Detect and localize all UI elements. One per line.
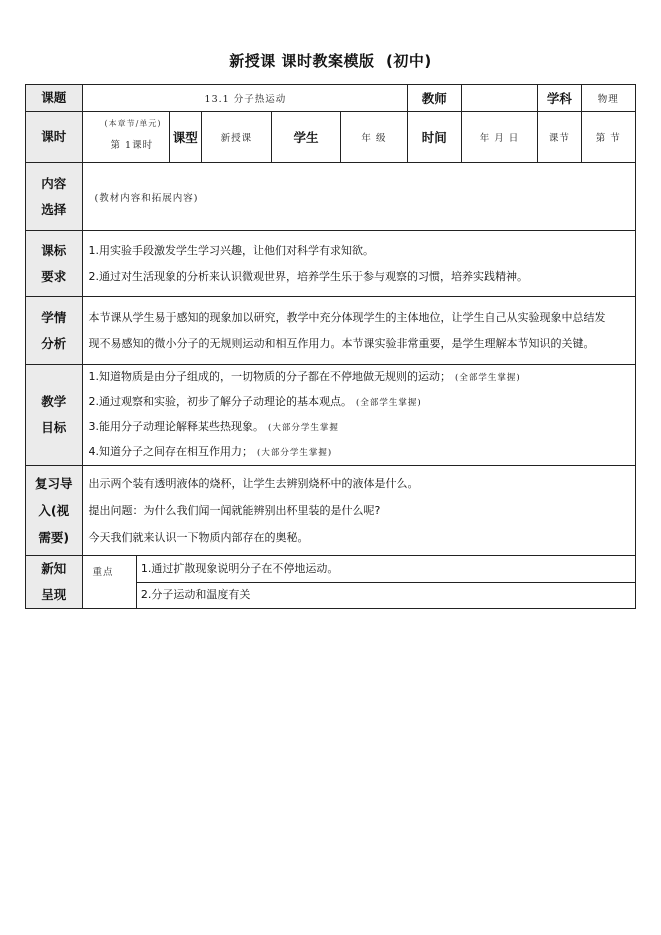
objective-item [89, 390, 635, 415]
content-label-line2: 选择 [41, 201, 67, 217]
lesson-unit-hint: (本章节/单元) [104, 118, 162, 128]
objective-item [89, 440, 635, 465]
standards-label-line2: 要求 [41, 268, 67, 284]
row-analysis [26, 297, 636, 365]
topic-value: 13.1 分子热运动 [82, 85, 407, 112]
objectives-label [26, 365, 83, 466]
analysis-label-line1: 学情 [41, 309, 67, 325]
objectives-label-line2: 目标 [41, 420, 67, 435]
type-value: 新授课 [202, 112, 272, 163]
review-line: 今天我们就来认识一下物质内部存在的奥秘。 [88, 531, 309, 544]
time-label: 时间 [407, 112, 461, 163]
objectives-label-line1: 教学 [41, 394, 67, 409]
row-standards [26, 231, 636, 297]
objective-note: (大部分学生掌握 [268, 423, 339, 433]
standards-body [82, 231, 635, 297]
objective-text: 1.知道物质是由分子组成的，一切物质的分子都在不停地做无规则的运动； [88, 370, 452, 383]
objectives-body [82, 365, 635, 466]
review-label-line1: 复习导 [35, 476, 73, 491]
subject-label: 学科 [538, 85, 581, 112]
analysis-label-line2: 分析 [41, 335, 67, 351]
teacher-label: 教师 [407, 85, 461, 112]
lesson-label: 课时 [26, 112, 83, 163]
period-value: 第 节 [581, 112, 635, 163]
key-point-item: 1.通过扩散现象说明分子在不停地运动。 [136, 556, 635, 583]
standards-item: 1.用实验手段激发学生学习兴趣，让他们对科学有求知欲。 [88, 243, 375, 257]
content-label [26, 163, 83, 231]
review-label-line2: 入(视 [38, 503, 70, 518]
period-label: 课节 [538, 112, 581, 163]
review-label [26, 466, 83, 556]
subject-value: 物理 [581, 85, 635, 112]
row-content [26, 163, 636, 231]
row-topic [26, 85, 636, 112]
new-knowledge-label-line2: 呈现 [41, 587, 67, 602]
review-line: 提出问题：为什么我们闻一闻就能辨别出杯里装的是什么呢? [88, 504, 381, 517]
objective-note: (大部分学生掌握) [257, 448, 333, 458]
standards-label-line1: 课标 [41, 242, 67, 258]
objective-note: (全部学生掌握) [356, 398, 422, 408]
row-review [26, 466, 636, 556]
standards-label [26, 231, 83, 297]
review-label-line3: 需要) [38, 530, 70, 545]
new-knowledge-label-line1: 新知 [41, 561, 67, 576]
teacher-value [461, 85, 537, 112]
row-objectives [26, 365, 636, 466]
objective-note: (全部学生掌握) [455, 373, 521, 383]
analysis-line: 现不易感知的微小分子的无规则运动和相互作用力。本节课实验非常重要，是学生理解本节知识的关键。 [88, 336, 595, 350]
analysis-line: 本节课从学生易于感知的现象加以研究，教学中充分体现学生的主体地位，让学生自己从实验现象中总结发 [88, 310, 606, 324]
new-knowledge-label [26, 556, 83, 609]
lesson-cell [82, 112, 169, 163]
time-value: 年 月 日 [461, 112, 537, 163]
topic-label: 课题 [26, 85, 83, 112]
analysis-body [82, 297, 635, 365]
lesson-plan-table [25, 84, 636, 609]
review-body [82, 466, 635, 556]
row-lesson [26, 112, 636, 163]
objective-item [89, 365, 635, 390]
key-point-label: 重点 [82, 556, 136, 609]
student-value: 年 级 [341, 112, 407, 163]
key-point-item: 2.分子运动和温度有关 [136, 582, 635, 609]
row-new-knowledge [26, 556, 636, 583]
content-label-line1: 内容 [41, 175, 67, 191]
student-label: 学生 [271, 112, 341, 163]
objective-text: 4.知道分子之间存在相互作用力； [88, 445, 254, 458]
page-title: 新授课 课时教案模版 (初中) [229, 52, 432, 70]
standards-item: 2.通过对生活现象的分析来认识微观世界，培养学生乐于参与观察的习惯，培养实践精神。 [88, 269, 529, 283]
analysis-label [26, 297, 83, 365]
lesson-value: 第 1课时 [110, 139, 154, 151]
objective-text: 3.能用分子动理论解释某些热现象。 [88, 420, 265, 433]
review-line: 出示两个装有透明液体的烧杯，让学生去辨别烧杯中的液体是什么。 [88, 477, 419, 490]
objective-item [89, 415, 635, 440]
type-label: 课型 [169, 112, 202, 163]
content-text: (教材内容和拓展内容) [82, 163, 635, 231]
objective-text: 2.通过观察和实验，初步了解分子动理论的基本观点。 [88, 395, 353, 408]
